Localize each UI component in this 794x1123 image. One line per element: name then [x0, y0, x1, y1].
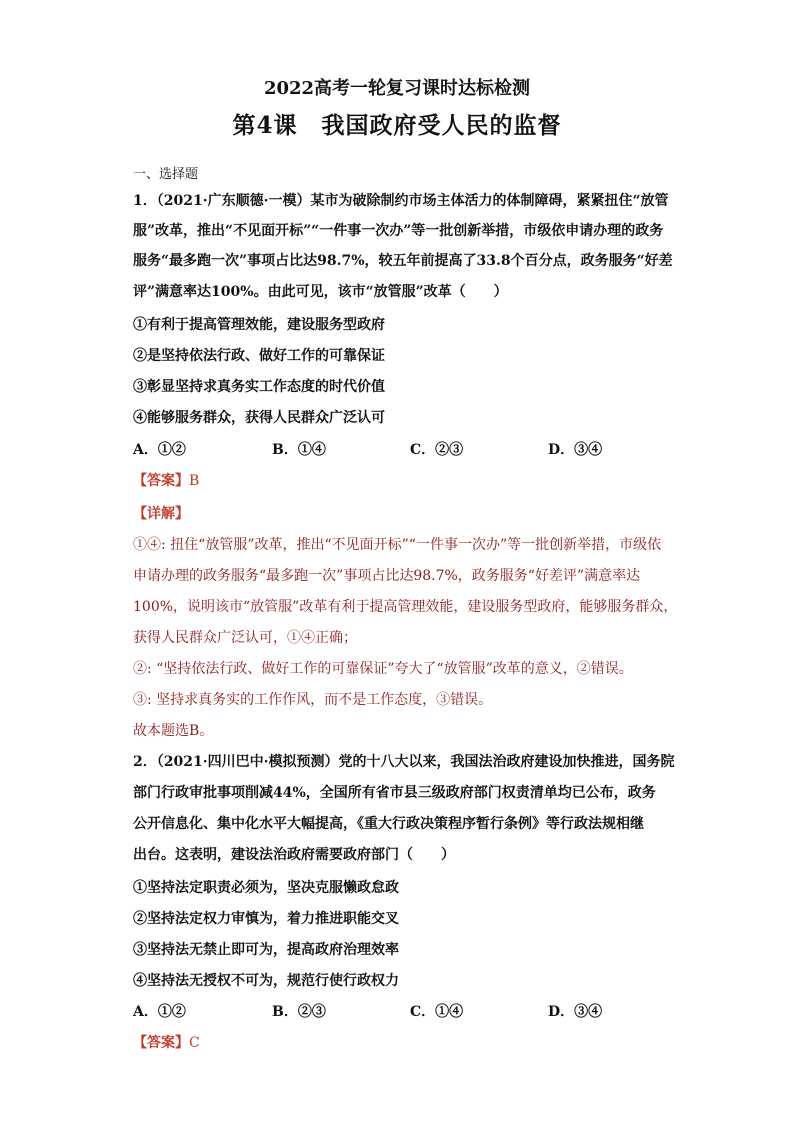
- question-1-answer: [133, 471, 199, 491]
- section-heading: 一、选择题: [133, 167, 199, 182]
- question-2-option-c: C．①④: [410, 1004, 464, 1020]
- question-1-option-a: A．①②: [133, 442, 186, 458]
- detail-line: ③: 坚持求真务实的工作作风，而不是工作态度，③错误。: [133, 692, 493, 708]
- question-2-statement: ①坚持法定职责必须为，坚决克服懒政怠政: [133, 880, 399, 896]
- answer-value: C: [189, 1035, 200, 1051]
- question-2-answer: [133, 1033, 200, 1053]
- question-1-statement: ③彰显坚持求真务实工作态度的时代价值: [133, 379, 385, 395]
- question-2-line: 公开信息化、集中化水平大幅提高，《重大行政决策程序暂行条例》等行政法规相继: [133, 816, 644, 832]
- question-1-line: 评”满意率达100%。由此可见，该市“放管服”改革（ ）: [133, 284, 508, 300]
- question-1-line: 服”改革，推出“不见面开标”“一件事一次办”等一批创新举措，市级依申请办理的政务: [133, 223, 664, 239]
- question-2-option-b: B．②③: [272, 1004, 326, 1020]
- lesson-number: 第4课: [232, 112, 298, 139]
- question-2-line: 2．（2021·四川巴中·模拟预测）党的十八大以来，我国法治政府建设加快推进，国务院: [133, 754, 675, 770]
- question-2-statement: ③坚持法无禁止即可为，提高政府治理效率: [133, 942, 399, 958]
- detail-line: 申请办理的政务服务“最多跑一次”事项占比达98.7%，政务服务“好差评”满意率达: [133, 568, 641, 584]
- question-2-statement: ④坚持法无授权不可为，规范行使行政权力: [133, 973, 399, 989]
- question-1-statement: ④能够服务群众，获得人民群众广泛认可: [133, 410, 385, 426]
- question-2-line: 出台。这表明，建设法治政府需要政府部门（ ）: [133, 847, 455, 863]
- answer-value: B: [189, 473, 200, 489]
- lesson-name: 我国政府受人民的监督: [321, 112, 562, 139]
- detail-conclusion: 故本题选B。: [133, 723, 214, 739]
- detail-label: 【详解】: [133, 506, 189, 522]
- lesson-title: [0, 107, 794, 140]
- question-1-line: 服务“最多跑一次”事项占比达98.7%，较五年前提高了33.8个百分点，政务服务“好差: [133, 253, 673, 269]
- question-2-option-d: D．③④: [548, 1004, 603, 1020]
- question-2-option-a: A．①②: [133, 1004, 186, 1020]
- question-1-statement: ②是坚持依法行政、做好工作的可靠保证: [133, 348, 385, 364]
- answer-label: 【答案】: [133, 473, 189, 489]
- detail-line: ①④: 扭住“放管服”改革，推出“不见面开标”“一件事一次办”等一批创新举措，市级依: [133, 537, 662, 553]
- question-1-option-d: D．③④: [548, 442, 603, 458]
- detail-line: 获得人民群众广泛认可，①④正确；: [133, 630, 357, 646]
- detail-line: 100%，说明该市“放管服”改革有利于提高管理效能，建设服务型政府，能够服务群众，: [133, 599, 678, 615]
- question-1-option-b: B．①④: [272, 442, 326, 458]
- question-2-line: 部门行政审批事项削减44%，全国所有省市县三级政府部门权责清单均已公布，政务: [133, 785, 656, 801]
- answer-label: 【答案】: [133, 1035, 189, 1051]
- exam-title: 2022高考一轮复习课时达标检测: [263, 78, 531, 99]
- question-1-statement: ①有利于提高管理效能，建设服务型政府: [133, 317, 385, 333]
- question-1-line: 1．（2021·广东顺德·一模）某市为破除制约市场主体活力的体制障碍，紧紧扭住“放管: [133, 193, 669, 209]
- detail-line: ②: “坚持依法行政、做好工作的可靠保证”夸大了“放管服”改革的意义，②错误。: [133, 661, 633, 677]
- question-1-option-c: C．②③: [410, 442, 464, 458]
- question-2-statement: ②坚持法定权力审慎为，着力推进职能交叉: [133, 911, 399, 927]
